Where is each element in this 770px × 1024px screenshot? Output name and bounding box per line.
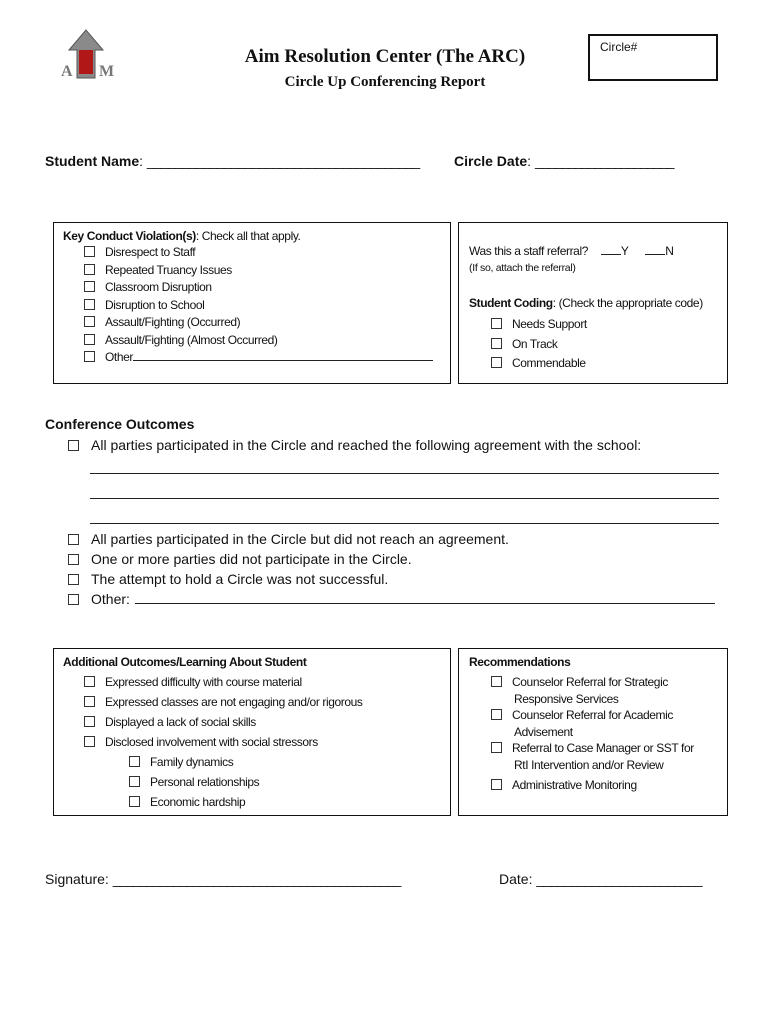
recommendation-item[interactable]: Administrative Monitoring — [491, 777, 694, 794]
svg-text:M: M — [99, 63, 115, 80]
staff-referral-question: Was this a staff referral? — [469, 244, 588, 258]
referral-note: (If so, attach the referral) — [469, 262, 576, 274]
outcome-other-field[interactable] — [135, 593, 715, 604]
staff-referral-row: Was this a staff referral? Y N — [469, 244, 674, 258]
recommendation-item[interactable]: Counselor Referral for Academic — [491, 707, 694, 724]
circle-number-field[interactable] — [588, 34, 718, 81]
checkbox[interactable] — [68, 534, 79, 545]
checkbox[interactable] — [84, 351, 95, 362]
agreement-line[interactable] — [90, 498, 719, 499]
violation-item[interactable]: Assault/Fighting (Occurred) — [84, 314, 433, 332]
recommendation-item-cont: RtI Intervention and/or Review — [514, 757, 664, 772]
conference-outcomes-heading: Conference Outcomes — [45, 416, 195, 432]
checkbox[interactable] — [84, 264, 95, 275]
recommendation-item[interactable]: Referral to Case Manager or SST for — [491, 740, 694, 757]
checkbox[interactable] — [491, 357, 502, 368]
violation-item[interactable]: Assault/Fighting (Almost Occurred) — [84, 332, 433, 350]
checkbox[interactable] — [84, 676, 95, 687]
violations-list — [84, 244, 433, 367]
checkbox[interactable] — [84, 246, 95, 257]
coding-item[interactable]: Commendable — [491, 354, 587, 374]
checkbox[interactable] — [68, 574, 79, 585]
footer-date-label: Date: — [499, 871, 533, 887]
recommendation-item-cont: Advisement — [514, 724, 573, 739]
additional-item[interactable]: Displayed a lack of social skills — [84, 712, 363, 732]
stressor-item[interactable]: Economic hardship — [84, 792, 363, 812]
outcome-item-other[interactable]: Other: — [68, 589, 715, 609]
violation-item[interactable]: Other — [84, 349, 433, 367]
checkbox[interactable] — [84, 299, 95, 310]
additional-outcomes-list — [84, 672, 363, 812]
checkbox[interactable] — [491, 709, 502, 720]
checkbox[interactable] — [84, 334, 95, 345]
arc-logo — [55, 28, 117, 82]
checkbox[interactable] — [491, 318, 502, 329]
violation-item[interactable]: Classroom Disruption — [84, 279, 433, 297]
coding-item[interactable]: Needs Support — [491, 315, 587, 335]
stressor-item[interactable]: Family dynamics — [84, 752, 363, 772]
checkbox[interactable] — [491, 779, 502, 790]
referral-no-field[interactable] — [645, 244, 665, 255]
student-name-label: Student Name — [45, 153, 140, 169]
recommendation-item[interactable]: Counselor Referral for Strategic — [491, 674, 694, 691]
checkbox[interactable] — [491, 676, 502, 687]
recommendations-list — [491, 674, 694, 794]
checkbox[interactable] — [491, 742, 502, 753]
additional-item[interactable]: Expressed classes are not engaging and/or rigorous — [84, 692, 363, 712]
student-name-field[interactable]: _______________________________________ — [146, 153, 420, 169]
coding-list — [491, 315, 587, 374]
checkbox[interactable] — [84, 736, 95, 747]
stressor-item[interactable]: Personal relationships — [84, 772, 363, 792]
checkbox[interactable] — [84, 281, 95, 292]
circle-date-field[interactable]: _____________________ — [534, 153, 674, 169]
checkbox[interactable] — [129, 796, 140, 807]
checkbox[interactable] — [68, 554, 79, 565]
signature-row — [45, 871, 400, 887]
additional-item[interactable]: Disclosed involvement with social stressors — [84, 732, 363, 752]
outcome-item[interactable]: The attempt to hold a Circle was not successful. — [68, 569, 715, 589]
page-subtitle: Circle Up Conferencing Report — [284, 74, 486, 90]
page-title: Aim Resolution Center (The ARC) — [244, 46, 526, 67]
violation-item[interactable]: Repeated Truancy Issues — [84, 262, 433, 280]
svg-text:A: A — [61, 63, 73, 80]
violations-box — [53, 222, 451, 384]
checkbox[interactable] — [129, 756, 140, 767]
signature-field[interactable]: ___________________________________________ — [112, 871, 401, 887]
agreement-line[interactable] — [90, 523, 719, 524]
recommendation-item-cont: Responsive Services — [514, 691, 619, 706]
additional-outcomes-box — [53, 648, 451, 816]
checkbox[interactable] — [84, 316, 95, 327]
referral-yes-field[interactable] — [601, 244, 621, 255]
recommendations-box — [458, 648, 728, 816]
outcome-list — [68, 529, 715, 609]
checkbox[interactable] — [129, 776, 140, 787]
violation-item[interactable]: Disruption to School — [84, 297, 433, 315]
outcome-item-agreement[interactable]: All parties participated in the Circle and reached the following agreement with the school: — [68, 437, 641, 453]
additional-item[interactable]: Expressed difficulty with course material — [84, 672, 363, 692]
footer-date-field[interactable]: ________________________ — [536, 871, 702, 887]
violation-other-field[interactable] — [133, 350, 433, 361]
violations-heading: Key Conduct Violation(s): Check all that apply. — [63, 229, 301, 243]
checkbox[interactable] — [84, 716, 95, 727]
outcome-item[interactable]: One or more parties did not participate in the Circle. — [68, 549, 715, 569]
agreement-line[interactable] — [90, 473, 719, 474]
circle-number-label: Circle# — [600, 40, 638, 54]
student-coding-heading: Student Coding: (Check the appropriate code) — [469, 296, 703, 310]
coding-item[interactable]: On Track — [491, 335, 587, 355]
checkbox[interactable] — [491, 338, 502, 349]
checkbox[interactable] — [84, 696, 95, 707]
student-info-row: Student Name: _______________________________________ — [45, 153, 420, 169]
referral-box — [458, 222, 728, 384]
signature-label: Signature: — [45, 871, 109, 887]
additional-outcomes-heading: Additional Outcomes/Learning About Student — [63, 655, 307, 669]
circle-date-row: Circle Date: _____________________ — [454, 153, 674, 169]
checkbox[interactable] — [68, 594, 79, 605]
footer-date-row — [499, 871, 702, 887]
outcome-item[interactable]: All parties participated in the Circle but did not reach an agreement. — [68, 529, 715, 549]
circle-date-label: Circle Date — [454, 153, 528, 169]
violation-item[interactable]: Disrespect to Staff — [84, 244, 433, 262]
checkbox[interactable] — [68, 440, 79, 451]
recommendations-heading: Recommendations — [469, 655, 571, 669]
